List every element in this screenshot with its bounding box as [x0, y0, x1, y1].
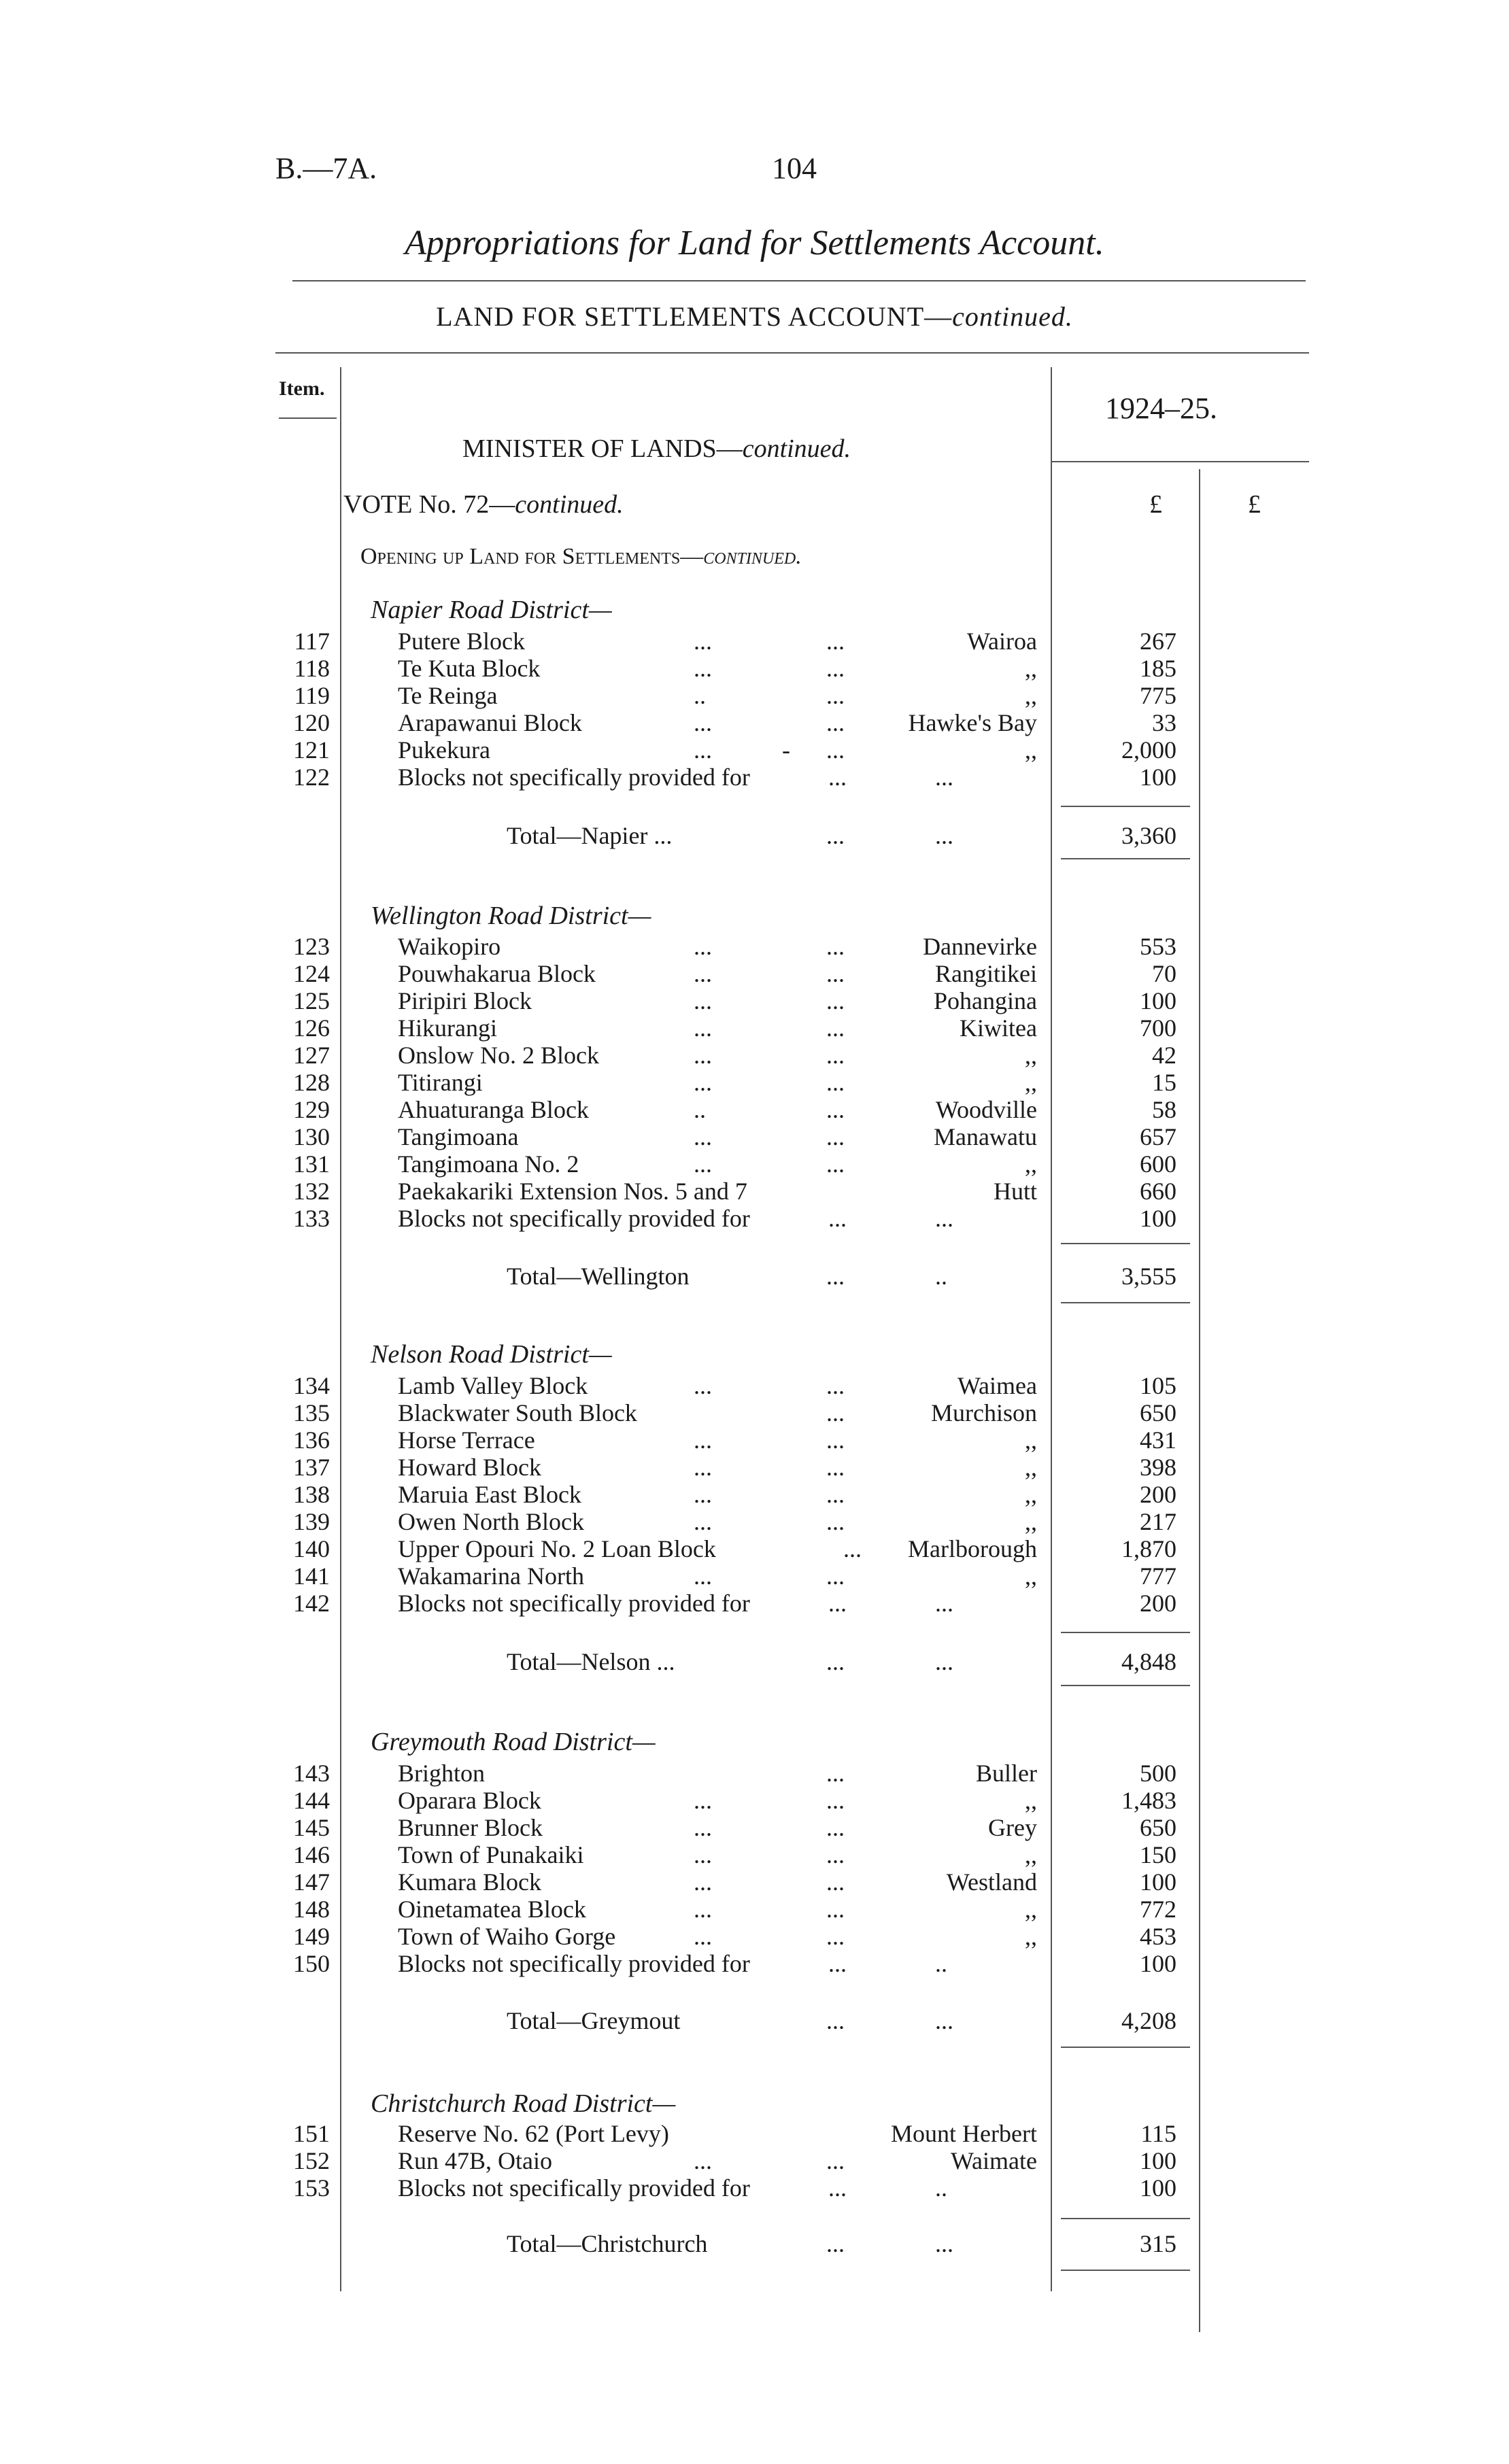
table-row: 127 Onslow No. 2 Block ... ... ,, 42 — [293, 1042, 1176, 1069]
section-total-wellington: Total—Wellington ... .. 3,555 — [507, 1263, 1176, 1290]
table-row: 152 Run 47B, Otaio ... ... Waimate 100 — [293, 2147, 1176, 2174]
section-heading-nelson: Nelson Road District— — [371, 1340, 612, 1369]
vote-heading: VOTE No. 72—continued. — [343, 490, 624, 519]
total-rule — [1061, 858, 1190, 859]
section-heading-wellington: Wellington Road District— — [371, 902, 651, 930]
table-row: 129 Ahuaturanga Block .. ... Woodville 58 — [293, 1096, 1176, 1123]
total-rule — [1061, 1632, 1190, 1633]
opening-heading: Opening up Land for Settlements—continued. — [360, 544, 802, 569]
table-row: 133 Blocks not specifically provided for ... ... 100 — [293, 1205, 1176, 1232]
table-row: 123 Waikopiro ... ... Dannevirke 553 — [293, 933, 1176, 960]
report-reference: B.—7A. — [275, 152, 377, 185]
year-column-header: 1924–25. — [1105, 392, 1217, 425]
table-row: 149 Town of Waiho Gorge ... ... ,, 453 — [293, 1923, 1176, 1950]
section-heading-napier: Napier Road District— — [371, 596, 612, 624]
table-row: 117 Putere Block ... ... Wairoa 267 — [294, 628, 1176, 655]
table-row: 148 Oinetamatea Block ... ... ,, 772 — [293, 1896, 1176, 1923]
table-row: 121 Pukekura ... - ... ,, 2,000 — [293, 736, 1176, 764]
section-total-napier: Total—Napier ... ... ... 3,360 — [507, 822, 1176, 849]
total-rule — [1061, 1243, 1190, 1244]
table-row: 125 Piripiri Block ... ... Pohangina 100 — [293, 987, 1176, 1014]
year-header-rule — [1051, 461, 1309, 462]
table-row: 138 Maruia East Block ... ... ,, 200 — [293, 1481, 1176, 1508]
minister-heading: MINISTER OF LANDS—continued. — [462, 434, 851, 463]
table-row: 153 Blocks not specifically provided for ... .. 100 — [293, 2174, 1176, 2202]
table-row: 131 Tangimoana No. 2 ... ... ,, 600 — [293, 1150, 1176, 1178]
section-total-christchurch: Total—Christchurch ... ... 315 — [507, 2230, 1176, 2257]
table-row: 140 Upper Opouri No. 2 Loan Block ... Marlborough 1,870 — [293, 1535, 1176, 1562]
table-row: 134 Lamb Valley Block ... ... Waimea 105 — [293, 1372, 1176, 1399]
total-rule — [1061, 2270, 1190, 2271]
pound-column-2: £ — [1248, 490, 1261, 519]
table-row: 147 Kumara Block ... ... Westland 100 — [293, 1868, 1176, 1896]
table-row: 119 Te Reinga .. ... ,, 775 — [294, 682, 1176, 709]
page-title: Appropriations for Land for Settlements Account. — [405, 224, 1104, 262]
header-rule — [275, 352, 1309, 354]
total-rule — [1061, 806, 1190, 807]
table-row: 136 Horse Terrace ... ... ,, 431 — [293, 1426, 1176, 1454]
total-rule — [1061, 1302, 1190, 1303]
total-rule — [1061, 1685, 1190, 1686]
table-row: 139 Owen North Block ... ... ,, 217 — [293, 1508, 1176, 1535]
section-heading-greymouth: Greymouth Road District— — [371, 1728, 656, 1756]
pound-column-1: £ — [1149, 490, 1162, 519]
section-heading-christchurch: Christchurch Road District— — [371, 2089, 676, 2118]
table-row: 145 Brunner Block ... ... Grey 650 — [293, 1814, 1176, 1841]
table-row: 130 Tangimoana ... ... Manawatu 657 — [293, 1123, 1176, 1150]
page-number: 104 — [772, 152, 817, 185]
table-row: 124 Pouwhakarua Block ... ... Rangitikei 70 — [293, 960, 1176, 987]
table-row: 122 Blocks not specifically provided for ... ... 100 — [293, 764, 1176, 791]
table-row: 146 Town of Punakaiki ... ... ,, 150 — [293, 1841, 1176, 1868]
total-rule — [1061, 2218, 1190, 2219]
table-row: 144 Oparara Block ... ... ,, 1,483 — [293, 1787, 1176, 1814]
section-total-greymouth: Total—Greymout ... ... 4,208 — [507, 2007, 1176, 2034]
item-header-rule — [279, 417, 337, 419]
table-row: 126 Hikurangi ... ... Kiwitea 700 — [293, 1014, 1176, 1042]
table-row: 128 Titirangi ... ... ,, 15 — [293, 1069, 1176, 1096]
table-row: 120 Arapawanui Block ... ... Hawke's Bay 33 — [293, 709, 1176, 736]
item-column-header: Item. — [279, 377, 325, 400]
title-rule — [292, 280, 1306, 281]
table-row: 118 Te Kuta Block ... ... ,, 185 — [294, 655, 1176, 682]
table-row: 142 Blocks not specifically provided for ... ... 200 — [293, 1590, 1176, 1617]
table-row: 137 Howard Block ... ... ,, 398 — [293, 1454, 1176, 1481]
table-row: 143 Brighton ... Buller 500 — [293, 1760, 1176, 1787]
table-row: 135 Blackwater South Block ... Murchison 650 — [293, 1399, 1176, 1426]
table-row: 150 Blocks not specifically provided for ... .. 100 — [293, 1950, 1176, 1977]
table-row: 141 Wakamarina North ... ... ,, 777 — [293, 1562, 1176, 1590]
table-row: 151 Reserve No. 62 (Port Levy) Mount Herbert 115 — [293, 2120, 1176, 2147]
section-total-nelson: Total—Nelson ... ... ... 4,848 — [507, 1648, 1176, 1675]
total-rule — [1061, 2047, 1190, 2048]
account-subtitle: LAND FOR SETTLEMENTS ACCOUNT—continued. — [436, 301, 1073, 332]
table-row: 132 Paekakariki Extension Nos. 5 and 7 Hutt 660 — [293, 1178, 1176, 1205]
